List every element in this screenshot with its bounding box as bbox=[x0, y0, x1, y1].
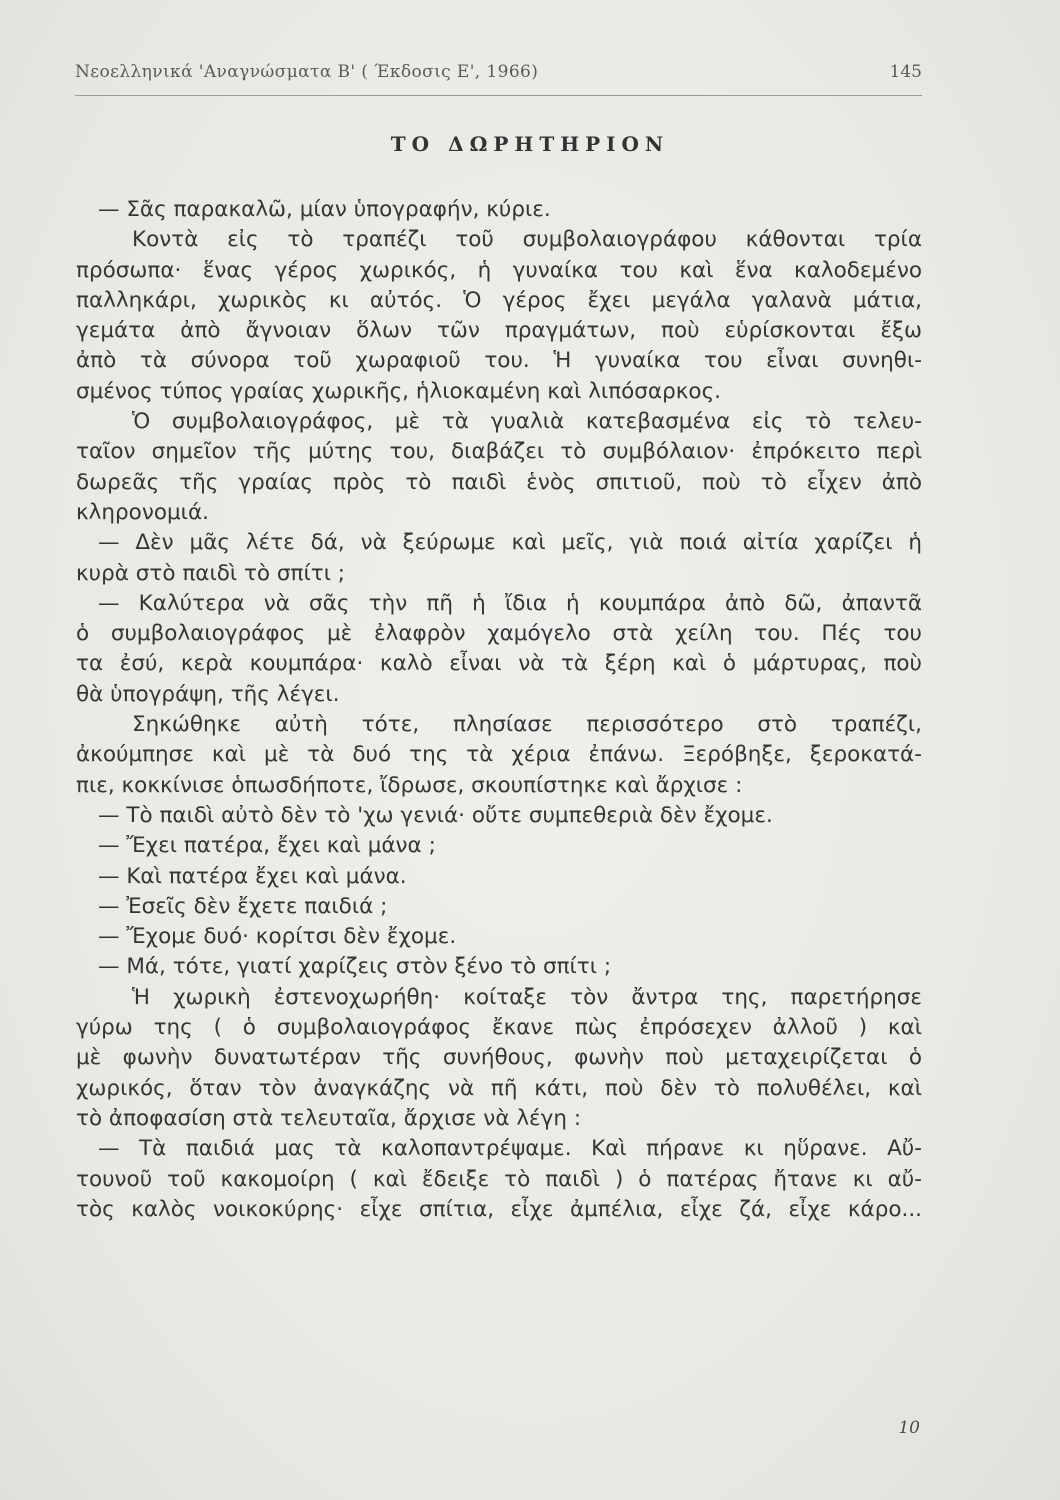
text-line: — Τὰ παιδιά μας τὰ καλοπαντρέψαμε. Καὶ πήρανε κι ηὕρανε. Αὔ- bbox=[98, 1136, 922, 1162]
text-line: Ἡ χωρικὴ ἐστενοχωρήθη· κοίταξε τὸν ἄντρα της, παρετήρησε bbox=[132, 984, 922, 1010]
chapter-title: ΤΟ ΔΩΡΗΤΗΡΙΟΝ bbox=[390, 132, 670, 156]
text-line: ἀκούμπησε καὶ μὲ τὰ δυό της τὰ χέρια ἐπάνω. Ξερόβηξε, ξεροκατά- bbox=[76, 742, 922, 768]
text-line: κυρὰ στὸ παιδὶ τὸ σπίτι ; bbox=[76, 560, 346, 586]
text-line: γεμάτα ἀπὸ ἄγνοιαν ὅλων τῶν πραγμάτων, ποὺ εὑρίσκονται ἔξω bbox=[76, 318, 922, 344]
text-line: χωρικός, ὅταν τὸν ἀναγκάζης νὰ πῆ κάτι, ποὺ δὲν τὸ πολυθέλει, καὶ bbox=[76, 1075, 922, 1101]
page-number: 145 bbox=[889, 62, 922, 82]
text-line: θὰ ὑπογράψη, τῆς λέγει. bbox=[76, 681, 340, 707]
text-line: — Καλύτερα νὰ σᾶς τὴν πῆ ἡ ἴδια ἡ κουμπάρα ἀπὸ δῶ, ἀπαντᾶ bbox=[98, 590, 922, 616]
text-line: ἀπὸ τὰ σύνορα τοῦ χωραφιοῦ του. Ἡ γυναίκα του εἶναι συνηθι- bbox=[76, 348, 922, 374]
text-line: — Ἔχομε δυό· κορίτσι δὲν ἔχομε. bbox=[98, 924, 457, 950]
header-rule bbox=[75, 95, 922, 96]
text-line: — Ἔχει πατέρα, ἔχει καὶ μάνα ; bbox=[98, 833, 436, 859]
text-line: πιε, κοκκίνισε ὁπωσδήποτε, ἴδρωσε, σκουπίστηκε καὶ ἄρχισε : bbox=[76, 772, 743, 798]
text-line: πρόσωπα· ἕνας γέρος χωρικός, ἡ γυναίκα του καὶ ἕνα καλοδεμένο bbox=[76, 257, 922, 283]
text-line: — Σᾶς παρακαλῶ, μίαν ὑπογραφήν, κύριε. bbox=[98, 197, 551, 222]
text-line: — Καὶ πατέρα ἔχει καὶ μάνα. bbox=[98, 863, 407, 889]
text-line: δωρεᾶς τῆς γραίας πρὸς τὸ παιδὶ ἑνὸς σπιτιοῦ, ποὺ τὸ εἶχεν ἀπὸ bbox=[76, 469, 922, 495]
text-line: ταῖον σημεῖον τῆς μύτης του, διαβάζει τὸ συμβόλαιον· ἐπρόκειτο περὶ bbox=[76, 439, 922, 465]
text-line: παλληκάρι, χωρικὸς κι αὐτός. Ὁ γέρος ἔχει μεγάλα γαλανὰ μάτια, bbox=[76, 287, 922, 313]
text-line: — Ἐσεῖς δὲν ἔχετε παιδιά ; bbox=[98, 893, 388, 919]
signature-mark: 10 bbox=[898, 1418, 920, 1438]
text-line: τὸ ἀποφασίση στὰ τελευταῖα, ἄρχισε νὰ λέγη : bbox=[76, 1105, 582, 1131]
text-line: Κοντὰ εἰς τὸ τραπέζι τοῦ συμβολαιογράφου κάθονται τρία bbox=[132, 227, 922, 253]
text-line: — Μά, τότε, γιατί χαρίζεις στὸν ξένο τὸ σπίτι ; bbox=[98, 954, 612, 980]
text-line: τα ἐσύ, κερὰ κουμπάρα· καλὸ εἶναι νὰ τὰ ξέρη καὶ ὁ μάρτυρας, ποὺ bbox=[76, 651, 922, 677]
running-head: Νεοελληνικά 'Αναγνώσματα Β' ( Έκδοσις Ε', 1966) bbox=[75, 62, 539, 82]
text-line: ὁ συμβολαιογράφος μὲ ἐλαφρὸν χαμόγελο στὰ χείλη του. Πές του bbox=[76, 621, 922, 647]
text-line: τουνοῦ τοῦ κακομοίρη ( καὶ ἔδειξε τὸ παιδὶ ) ὁ πατέρας ἤτανε κι αὔ- bbox=[76, 1166, 922, 1192]
text-line: — Τὸ παιδὶ αὐτὸ δὲν τὸ 'χω γενιά· οὔτε συμπεθεριὰ δὲν ἔχομε. bbox=[98, 802, 773, 828]
text-line: — Δὲν μᾶς λέτε δά, νὰ ξεύρωμε καὶ μεῖς, γιὰ ποιά αἰτία χαρίζει ἡ bbox=[98, 530, 922, 556]
text-line: γύρω της ( ὁ συμβολαιογράφος ἔκανε πὼς ἐπρόσεχεν ἀλλοῦ ) καὶ bbox=[76, 1015, 922, 1041]
text-line: τὸς καλὸς νοικοκύρης· εἶχε σπίτια, εἶχε ἀμπέλια, εἶχε ζά, εἶχε κάρο... bbox=[76, 1196, 922, 1222]
text-line: κληρονομιά. bbox=[76, 499, 209, 525]
text-line: μὲ φωνὴν δυνατωτέραν τῆς συνήθους, φωνὴν ποὺ μεταχειρίζεται ὁ bbox=[76, 1045, 922, 1071]
body-text bbox=[76, 195, 922, 1225]
text-line: Σηκώθηκε αὐτὴ τότε, πλησίασε περισσότερο στὸ τραπέζι, bbox=[132, 712, 922, 738]
text-line: σμένος τύπος γραίας χωρικῆς, ἡλιοκαμένη καὶ λιπόσαρκος. bbox=[76, 378, 722, 404]
text-line: Ὁ συμβολαιογράφος, μὲ τὰ γυαλιὰ κατεβασμένα εἰς τὸ τελευ- bbox=[132, 409, 922, 435]
